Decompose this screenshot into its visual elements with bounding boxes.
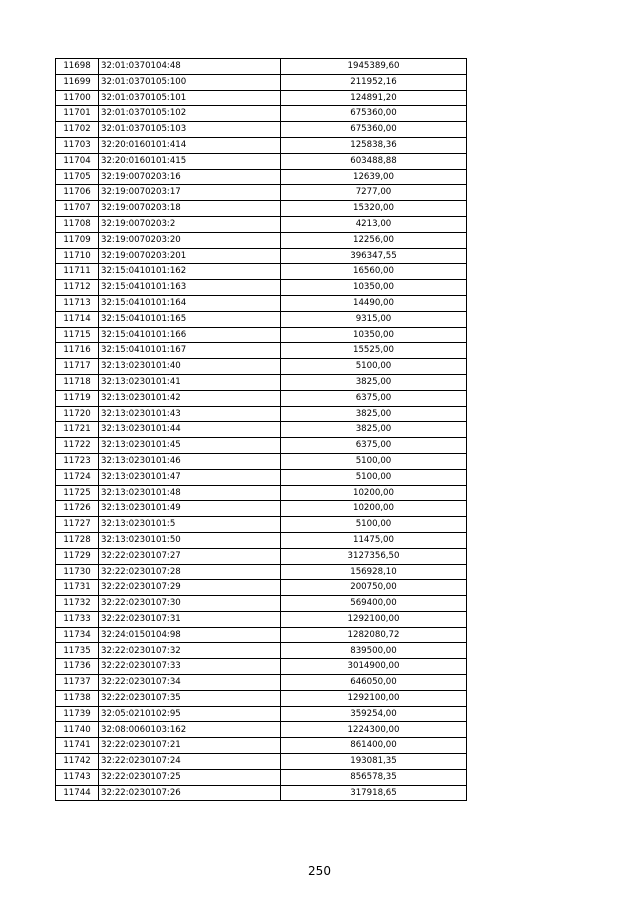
- cadastral-number-cell: 32:15:0410101:164: [99, 295, 281, 311]
- cadastral-number-cell: 32:22:0230107:21: [99, 738, 281, 754]
- table-row: [56, 280, 467, 296]
- row-number-cell: 11716: [56, 343, 99, 359]
- value-cell: 12256,00: [281, 232, 467, 248]
- value-cell: 1282080,72: [281, 627, 467, 643]
- value-cell: 1292100,00: [281, 611, 467, 627]
- row-number-cell: 11744: [56, 785, 99, 801]
- cadastral-number-cell: 32:13:0230101:49: [99, 501, 281, 517]
- page-number: 250: [308, 864, 331, 878]
- value-cell: 5100,00: [281, 469, 467, 485]
- table-row: [56, 406, 467, 422]
- table-row: [56, 169, 467, 185]
- row-number-cell: 11709: [56, 232, 99, 248]
- table-row: [56, 90, 467, 106]
- value-cell: 675360,00: [281, 122, 467, 138]
- value-cell: 3014900,00: [281, 659, 467, 675]
- table-row: [56, 564, 467, 580]
- cadastral-number-cell: 32:22:0230107:24: [99, 754, 281, 770]
- cadastral-number-cell: 32:20:0160101:415: [99, 153, 281, 169]
- row-number-cell: 11718: [56, 374, 99, 390]
- cadastral-number-cell: 32:19:0070203:20: [99, 232, 281, 248]
- value-cell: 156928,10: [281, 564, 467, 580]
- value-cell: 856578,35: [281, 769, 467, 785]
- cadastral-number-cell: 32:22:0230107:29: [99, 580, 281, 596]
- value-cell: 646050,00: [281, 675, 467, 691]
- value-cell: 125838,36: [281, 137, 467, 153]
- value-cell: 211952,16: [281, 74, 467, 90]
- cadastral-number-cell: 32:13:0230101:48: [99, 485, 281, 501]
- row-number-cell: 11726: [56, 501, 99, 517]
- value-cell: 200750,00: [281, 580, 467, 596]
- row-number-cell: 11721: [56, 422, 99, 438]
- value-cell: 193081,35: [281, 754, 467, 770]
- value-cell: 359254,00: [281, 706, 467, 722]
- cadastral-number-cell: 32:19:0070203:201: [99, 248, 281, 264]
- row-number-cell: 11740: [56, 722, 99, 738]
- row-number-cell: 11706: [56, 185, 99, 201]
- row-number-cell: 11738: [56, 690, 99, 706]
- value-cell: 124891,20: [281, 90, 467, 106]
- value-cell: 15320,00: [281, 201, 467, 217]
- cadastral-number-cell: 32:01:0370105:101: [99, 90, 281, 106]
- row-number-cell: 11702: [56, 122, 99, 138]
- cadastral-number-cell: 32:19:0070203:16: [99, 169, 281, 185]
- cadastral-number-cell: 32:05:0210102:95: [99, 706, 281, 722]
- cadastral-number-cell: 32:15:0410101:166: [99, 327, 281, 343]
- value-cell: 861400,00: [281, 738, 467, 754]
- table-row: [56, 675, 467, 691]
- cadastral-number-cell: 32:22:0230107:33: [99, 659, 281, 675]
- table-row: [56, 201, 467, 217]
- table-row: [56, 769, 467, 785]
- row-number-cell: 11699: [56, 74, 99, 90]
- row-number-cell: 11708: [56, 216, 99, 232]
- table-row: [56, 611, 467, 627]
- cadastral-number-cell: 32:22:0230107:25: [99, 769, 281, 785]
- value-cell: 11475,00: [281, 532, 467, 548]
- value-cell: 10200,00: [281, 485, 467, 501]
- table-row: [56, 517, 467, 533]
- cadastral-number-cell: 32:19:0070203:18: [99, 201, 281, 217]
- row-number-cell: 11711: [56, 264, 99, 280]
- row-number-cell: 11705: [56, 169, 99, 185]
- cadastral-number-cell: 32:22:0230107:28: [99, 564, 281, 580]
- table-row: [56, 59, 467, 75]
- table-row: [56, 216, 467, 232]
- value-cell: 317918,65: [281, 785, 467, 801]
- cadastral-number-cell: 32:22:0230107:32: [99, 643, 281, 659]
- row-number-cell: 11732: [56, 596, 99, 612]
- row-number-cell: 11703: [56, 137, 99, 153]
- row-number-cell: 11728: [56, 532, 99, 548]
- row-number-cell: 11742: [56, 754, 99, 770]
- value-cell: 396347,55: [281, 248, 467, 264]
- row-number-cell: 11735: [56, 643, 99, 659]
- row-number-cell: 11698: [56, 59, 99, 75]
- table-row: [56, 327, 467, 343]
- cadastral-number-cell: 32:20:0160101:414: [99, 137, 281, 153]
- value-cell: 5100,00: [281, 453, 467, 469]
- cadastral-number-cell: 32:15:0410101:167: [99, 343, 281, 359]
- row-number-cell: 11707: [56, 201, 99, 217]
- cadastral-number-cell: 32:01:0370104:48: [99, 59, 281, 75]
- cadastral-number-cell: 32:19:0070203:2: [99, 216, 281, 232]
- cadastral-number-cell: 32:13:0230101:46: [99, 453, 281, 469]
- table-row: [56, 754, 467, 770]
- table-row: [56, 690, 467, 706]
- table-row: [56, 532, 467, 548]
- row-number-cell: 11713: [56, 295, 99, 311]
- value-cell: 1945389,60: [281, 59, 467, 75]
- table-row: [56, 785, 467, 801]
- table-row: [56, 453, 467, 469]
- row-number-cell: 11700: [56, 90, 99, 106]
- cadastral-number-cell: 32:15:0410101:163: [99, 280, 281, 296]
- records-table: [55, 58, 467, 801]
- table-row: [56, 122, 467, 138]
- value-cell: 10350,00: [281, 327, 467, 343]
- row-number-cell: 11712: [56, 280, 99, 296]
- row-number-cell: 11727: [56, 517, 99, 533]
- row-number-cell: 11710: [56, 248, 99, 264]
- value-cell: 16560,00: [281, 264, 467, 280]
- table-row: [56, 596, 467, 612]
- cadastral-number-cell: 32:13:0230101:5: [99, 517, 281, 533]
- cadastral-number-cell: 32:13:0230101:41: [99, 374, 281, 390]
- cadastral-number-cell: 32:13:0230101:44: [99, 422, 281, 438]
- table-row: [56, 580, 467, 596]
- value-cell: 3825,00: [281, 406, 467, 422]
- value-cell: 9315,00: [281, 311, 467, 327]
- table-row: [56, 359, 467, 375]
- cadastral-number-cell: 32:13:0230101:43: [99, 406, 281, 422]
- table-row: [56, 722, 467, 738]
- table-row: [56, 264, 467, 280]
- row-number-cell: 11714: [56, 311, 99, 327]
- row-number-cell: 11704: [56, 153, 99, 169]
- row-number-cell: 11730: [56, 564, 99, 580]
- table-row: [56, 469, 467, 485]
- value-cell: 3825,00: [281, 374, 467, 390]
- value-cell: 15525,00: [281, 343, 467, 359]
- value-cell: 7277,00: [281, 185, 467, 201]
- cadastral-number-cell: 32:15:0410101:162: [99, 264, 281, 280]
- value-cell: 675360,00: [281, 106, 467, 122]
- value-cell: 14490,00: [281, 295, 467, 311]
- value-cell: 6375,00: [281, 438, 467, 454]
- row-number-cell: 11715: [56, 327, 99, 343]
- cadastral-number-cell: 32:08:0060103:162: [99, 722, 281, 738]
- value-cell: 4213,00: [281, 216, 467, 232]
- row-number-cell: 11743: [56, 769, 99, 785]
- value-cell: 12639,00: [281, 169, 467, 185]
- row-number-cell: 11701: [56, 106, 99, 122]
- table-row: [56, 137, 467, 153]
- row-number-cell: 11719: [56, 390, 99, 406]
- cadastral-number-cell: 32:22:0230107:31: [99, 611, 281, 627]
- cadastral-number-cell: 32:24:0150104:98: [99, 627, 281, 643]
- cadastral-number-cell: 32:22:0230107:27: [99, 548, 281, 564]
- value-cell: 603488,88: [281, 153, 467, 169]
- value-cell: 839500,00: [281, 643, 467, 659]
- row-number-cell: 11731: [56, 580, 99, 596]
- table-row: [56, 659, 467, 675]
- value-cell: 1292100,00: [281, 690, 467, 706]
- table-row: [56, 185, 467, 201]
- value-cell: 5100,00: [281, 517, 467, 533]
- cadastral-number-cell: 32:13:0230101:40: [99, 359, 281, 375]
- row-number-cell: 11734: [56, 627, 99, 643]
- table-row: [56, 627, 467, 643]
- table-row: [56, 343, 467, 359]
- row-number-cell: 11741: [56, 738, 99, 754]
- cadastral-number-cell: 32:13:0230101:45: [99, 438, 281, 454]
- row-number-cell: 11723: [56, 453, 99, 469]
- table-row: [56, 374, 467, 390]
- table-row: [56, 295, 467, 311]
- table-row: [56, 548, 467, 564]
- value-cell: 5100,00: [281, 359, 467, 375]
- cadastral-number-cell: 32:01:0370105:100: [99, 74, 281, 90]
- records-table-body: [56, 59, 467, 801]
- table-row: [56, 311, 467, 327]
- value-cell: 10350,00: [281, 280, 467, 296]
- table-row: [56, 422, 467, 438]
- cadastral-number-cell: 32:13:0230101:47: [99, 469, 281, 485]
- table-row: [56, 232, 467, 248]
- row-number-cell: 11729: [56, 548, 99, 564]
- table-row: [56, 438, 467, 454]
- table-row: [56, 390, 467, 406]
- table-row: [56, 501, 467, 517]
- row-number-cell: 11725: [56, 485, 99, 501]
- cadastral-number-cell: 32:15:0410101:165: [99, 311, 281, 327]
- table-row: [56, 706, 467, 722]
- value-cell: 3127356,50: [281, 548, 467, 564]
- value-cell: 10200,00: [281, 501, 467, 517]
- cadastral-number-cell: 32:19:0070203:17: [99, 185, 281, 201]
- value-cell: 6375,00: [281, 390, 467, 406]
- cadastral-number-cell: 32:01:0370105:103: [99, 122, 281, 138]
- row-number-cell: 11722: [56, 438, 99, 454]
- cadastral-number-cell: 32:22:0230107:34: [99, 675, 281, 691]
- row-number-cell: 11724: [56, 469, 99, 485]
- table-row: [56, 153, 467, 169]
- row-number-cell: 11733: [56, 611, 99, 627]
- table-row: [56, 106, 467, 122]
- cadastral-number-cell: 32:22:0230107:35: [99, 690, 281, 706]
- cadastral-number-cell: 32:22:0230107:30: [99, 596, 281, 612]
- table-row: [56, 74, 467, 90]
- table-row: [56, 738, 467, 754]
- table-row: [56, 643, 467, 659]
- table-row: [56, 248, 467, 264]
- row-number-cell: 11739: [56, 706, 99, 722]
- cadastral-number-cell: 32:13:0230101:50: [99, 532, 281, 548]
- cadastral-number-cell: 32:22:0230107:26: [99, 785, 281, 801]
- value-cell: 1224300,00: [281, 722, 467, 738]
- row-number-cell: 11736: [56, 659, 99, 675]
- cadastral-number-cell: 32:01:0370105:102: [99, 106, 281, 122]
- row-number-cell: 11737: [56, 675, 99, 691]
- row-number-cell: 11720: [56, 406, 99, 422]
- value-cell: 569400,00: [281, 596, 467, 612]
- row-number-cell: 11717: [56, 359, 99, 375]
- table-row: [56, 485, 467, 501]
- cadastral-number-cell: 32:13:0230101:42: [99, 390, 281, 406]
- value-cell: 3825,00: [281, 422, 467, 438]
